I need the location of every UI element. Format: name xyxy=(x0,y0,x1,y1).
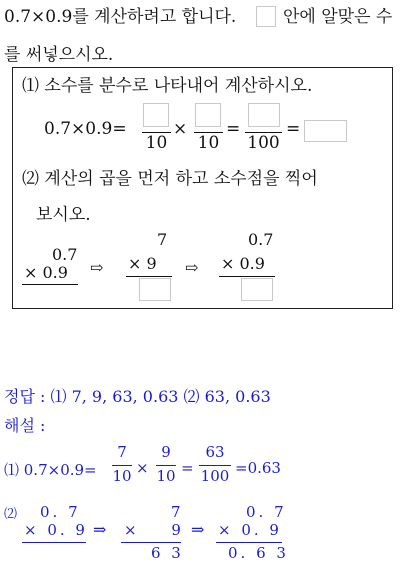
expl2-calc1-bottom: × 0. 9 xyxy=(24,521,88,539)
expl1-f1-bar xyxy=(112,465,132,466)
answer-text: ⑴ 7, 9, 63, 0.63 ⑵ 63, 0.63 xyxy=(50,387,271,406)
expl2-calc3-top: 0. 7 xyxy=(246,503,287,521)
fraction3-denominator: 100 xyxy=(247,133,280,153)
explanation-label: 해설 : xyxy=(4,416,46,435)
expl2-calc3-bottom: × 0. 9 xyxy=(218,521,282,539)
calc2-bottom: × 9 xyxy=(128,254,157,273)
fraction2-denominator: 10 xyxy=(197,133,220,153)
expl1-f3-den: 100 xyxy=(200,467,230,485)
expl2-calc3-line xyxy=(216,542,282,543)
question-line-1 xyxy=(4,2,236,27)
times-sign: × xyxy=(173,119,188,139)
part2-label-line1: ⑵ 계산의 곱을 먼저 하고 소수점을 찍어 xyxy=(22,169,318,189)
expl2-calc2-top: 7 xyxy=(171,503,181,521)
expl2-calc1-top: 0. 7 xyxy=(40,503,81,521)
answer-label: 정답 : xyxy=(4,387,51,406)
part2-label-line2: 보시오. xyxy=(36,205,91,225)
calc3-top: 0.7 xyxy=(248,230,274,249)
equals-sign-1: = xyxy=(226,119,241,139)
calc1-line xyxy=(22,284,78,285)
question-line-2: 를 써넣으시오. xyxy=(4,45,114,65)
calc2-result-blank[interactable] xyxy=(139,278,171,301)
expl1-f2-bar xyxy=(156,465,176,466)
expl1-prefix: ⑴ 0.7×0.9= xyxy=(4,461,97,479)
expl1-f2-num: 9 xyxy=(161,443,171,461)
part1-label: ⑴ 소수를 분수로 나타내어 계산하시오. xyxy=(22,76,313,96)
expl1-times: × xyxy=(136,459,149,477)
arrow-1: ⇨ xyxy=(90,258,104,277)
expl2-calc3-result: 0. 6 3 xyxy=(228,544,289,562)
calc2-top: 7 xyxy=(157,230,168,249)
expl1-f3-num: 63 xyxy=(205,443,225,461)
part1-lhs: 0.7×0.9= xyxy=(44,119,127,139)
fraction2-numerator-blank[interactable] xyxy=(195,103,221,127)
expl2-calc2-result: 6 3 xyxy=(151,544,184,562)
expl1-eq: = xyxy=(181,459,194,477)
calc3-line xyxy=(219,276,275,277)
expl1-result: =0.63 xyxy=(235,459,281,477)
expl2-calc2-line xyxy=(121,542,181,543)
fraction1-denominator: 10 xyxy=(145,133,168,153)
calc3-result-blank[interactable] xyxy=(241,278,273,301)
answer-line xyxy=(4,384,271,407)
expl2-arrow-2: ⇒ xyxy=(191,520,205,539)
answer-blank-placeholder xyxy=(256,6,276,27)
expl2-arrow-1: ⇒ xyxy=(93,520,107,539)
expl2-calc2-bottom: × 9 xyxy=(124,521,181,539)
question-line-1-end: 안에 알맞은 수 xyxy=(283,7,393,27)
calc3-bottom: × 0.9 xyxy=(221,254,265,273)
fraction1-numerator-blank[interactable] xyxy=(143,103,169,127)
expl1-f1-num: 7 xyxy=(117,443,127,461)
expl1-f3-bar xyxy=(199,465,231,466)
question-text-start: 0.7×0.9를 계산하려고 합니다. xyxy=(4,7,237,27)
arrow-2: ⇨ xyxy=(185,258,199,277)
calc1-top: 0.7 xyxy=(52,245,78,264)
expl2-prefix: ⑵ xyxy=(4,507,18,522)
equals-sign-2: = xyxy=(286,119,301,139)
calc2-line xyxy=(126,276,172,277)
expl1-f1-den: 10 xyxy=(112,467,132,485)
expl2-calc1-line xyxy=(22,542,86,543)
expl1-f2-den: 10 xyxy=(156,467,176,485)
fraction3-numerator-blank[interactable] xyxy=(248,103,280,127)
result-blank[interactable] xyxy=(304,120,347,142)
calc1-bottom: × 0.9 xyxy=(24,263,68,282)
